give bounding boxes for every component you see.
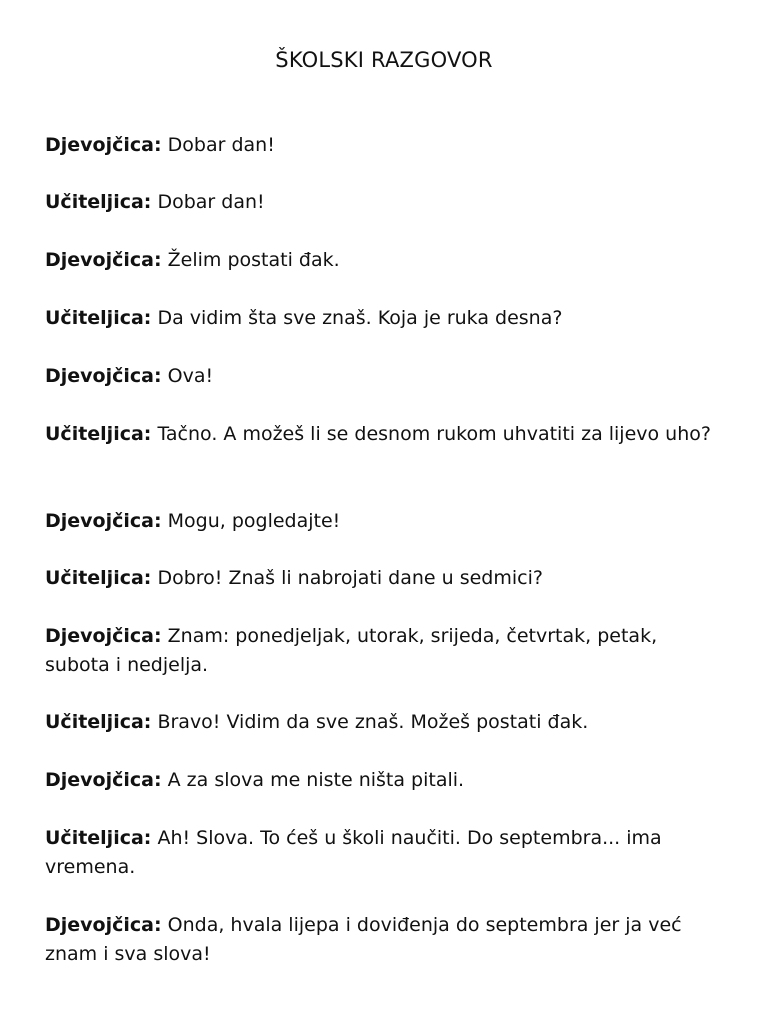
speaker-label: Učiteljica: <box>45 191 152 213</box>
dialogue-text: Ova! <box>167 365 214 387</box>
speaker-label: Učiteljica: <box>45 827 152 849</box>
document-title: ŠKOLSKI RAZGOVOR <box>275 48 493 72</box>
dialogue-line <box>45 911 725 969</box>
dialogue-line <box>45 507 725 536</box>
dialogue-line <box>45 622 725 680</box>
dialogue-text: Znam: ponedjeljak, utorak, srijeda, četvrtak, petak, subota i nedjelja. <box>45 625 658 676</box>
dialogue-text: Dobar dan! <box>157 191 265 213</box>
dialogue-text: Dobar dan! <box>167 134 275 156</box>
dialogue-text: Mogu, pogledajte! <box>167 510 341 532</box>
speaker-label: Djevojčica: <box>45 365 162 387</box>
dialogue-text: Tačno. A možeš li se desnom rukom uhvatiti za lijevo uho? <box>157 423 711 445</box>
dialogue-text: A za slova me niste ništa pitali. <box>167 769 465 791</box>
speaker-label: Učiteljica: <box>45 711 152 733</box>
speaker-label: Učiteljica: <box>45 307 152 329</box>
dialogue-line <box>45 766 725 795</box>
dialogue-text: Želim postati đak. <box>167 249 340 271</box>
dialogue-text: Onda, hvala lijepa i doviđenja do septembra jer ja već znam i sva slova! <box>45 914 682 965</box>
dialogue-line <box>45 246 725 275</box>
dialogue-line <box>45 420 725 449</box>
speaker-label: Djevojčica: <box>45 769 162 791</box>
speaker-label: Djevojčica: <box>45 625 162 647</box>
dialogue-text: Da vidim šta sve znaš. Koja je ruka desna? <box>157 307 563 329</box>
dialogue-line <box>45 304 725 333</box>
speaker-label: Djevojčica: <box>45 510 162 532</box>
dialogue-text: Dobro! Znaš li nabrojati dane u sedmici? <box>157 567 543 589</box>
speaker-label: Učiteljica: <box>45 567 152 589</box>
dialogue-line <box>45 708 725 737</box>
speaker-label: Djevojčica: <box>45 249 162 271</box>
speaker-label: Učiteljica: <box>45 423 152 445</box>
dialogue-line <box>45 564 725 593</box>
dialogue-line <box>45 362 725 391</box>
dialogue-line <box>45 188 725 217</box>
dialogue-line <box>45 824 725 882</box>
speaker-label: Djevojčica: <box>45 134 162 156</box>
speaker-label: Djevojčica: <box>45 914 162 936</box>
dialogue-text: Ah! Slova. To ćeš u školi naučiti. Do septembra... ima vremena. <box>45 827 662 878</box>
dialogue-text: Bravo! Vidim da sve znaš. Možeš postati đak. <box>157 711 589 733</box>
dialogue-line <box>45 131 725 160</box>
